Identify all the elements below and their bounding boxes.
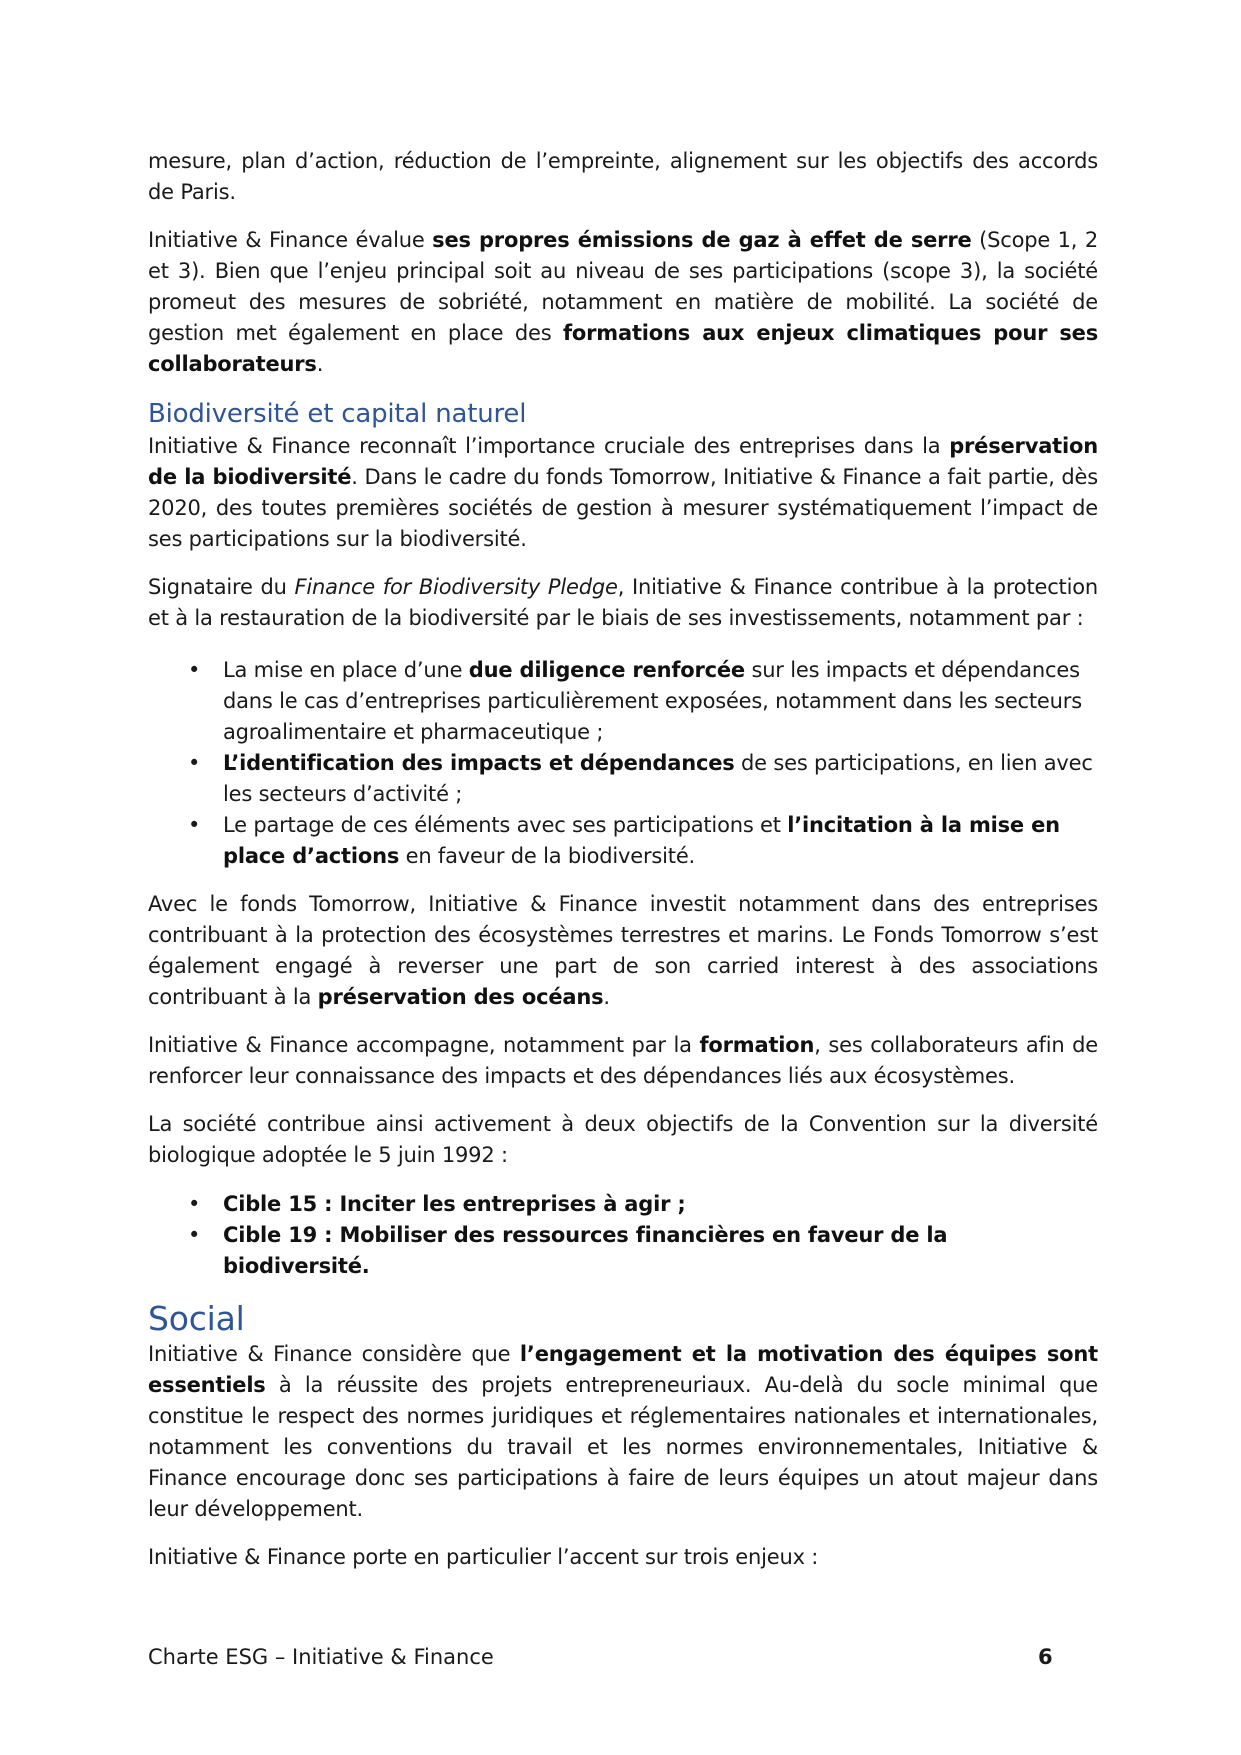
page-footer bbox=[148, 1645, 1053, 1669]
page-content bbox=[148, 146, 1098, 1590]
paragraph-ghg-emissions: Initiative & Finance évalue ses propres émissions de gaz à effet de serre (Scope 1, 2 et 3). Bien que l’enjeu principal soit au niveau de ses participations (scope 3), la société promeut des mesures de sobriété, notamment en matière de mobilité. La société de gestion met également en place des formations aux enjeux climatiques pour ses collaborateurs. bbox=[148, 228, 1099, 376]
paragraph-pledge: Signataire du Finance for Biodiversity Pledge, Initiative & Finance contribue à la protection et à la restauration de la biodiversité par le biais de ses investissements, notamment par : bbox=[148, 575, 1098, 630]
bold-text: l’incitation à la mise en place d’actions bbox=[223, 813, 1060, 868]
bold-text: L’identification des impacts et dépendances bbox=[223, 751, 735, 775]
list-item: • La mise en place d’une due diligence renforcée sur les impacts et dépendances dans le cas d’entreprises particulièrement exposées, notamment dans les secteurs agroalimentaire et pharmaceutique ; bbox=[223, 655, 1098, 748]
heading-social: Social bbox=[148, 1299, 245, 1338]
bold-text: préservation de la biodiversité bbox=[148, 434, 1098, 489]
bold-text: formation bbox=[699, 1033, 815, 1057]
bold-text: formations aux enjeux climatiques pour ses collaborateurs bbox=[148, 321, 1099, 376]
page-number: 6 bbox=[1038, 1645, 1053, 1669]
bold-text: due diligence renforcée bbox=[468, 658, 745, 682]
bold-text: l’engagement et la motivation des équipes sont essentiels bbox=[148, 1342, 1099, 1397]
paragraph-training: Initiative & Finance accompagne, notamment par la formation, ses collaborateurs afin de renforcer leur connaissance des impacts et des dépendances liés aux écosystèmes. bbox=[148, 1033, 1098, 1088]
paragraph-three-issues: Initiative & Finance porte en particulier l’accent sur trois enjeux : bbox=[148, 1545, 819, 1569]
bullet-list-targets bbox=[148, 1189, 1098, 1282]
bold-text: ses propres émissions de gaz à effet de serre bbox=[432, 228, 972, 252]
paragraph-social: Initiative & Finance considère que l’engagement et la motivation des équipes sont essentiels à la réussite des projets entrepreneuriaux. Au-delà du socle minimal que constitue le respect des normes juridiques et réglementaires nationales et internationales, notamment les conventions du travail et les normes environnementales, Initiative & Finance encourage donc ses participations à faire de leurs équipes un atout majeur dans leur développement. bbox=[148, 1342, 1099, 1521]
list-item: • L’identification des impacts et dépendances de ses participations, en lien avec les secteurs d’activité ; bbox=[223, 748, 1098, 810]
paragraph-tomorrow-fund: Avec le fonds Tomorrow, Initiative & Finance investit notamment dans des entreprises contribuant à la protection des écosystèmes terrestres et marins. Le Fonds Tomorrow s’est également engagé à reverser une part de son carried interest à des associations contribuant à la préservation des océans. bbox=[148, 892, 1098, 1009]
footer-title: Charte ESG – Initiative & Finance bbox=[148, 1645, 494, 1669]
list-item: • Le partage de ces éléments avec ses participations et l’incitation à la mise en place d’actions en faveur de la biodiversité. bbox=[223, 810, 1098, 872]
bold-text: Cible 19 : Mobiliser des ressources financières en faveur de la biodiversité. bbox=[223, 1223, 948, 1278]
paragraph-biodiversity-intro: Initiative & Finance reconnaît l’importance cruciale des entreprises dans la préservation de la biodiversité. Dans le cadre du fonds Tomorrow, Initiative & Finance a fait partie, dès 2020, des toutes premières sociétés de gestion à mesurer systématiquement l’impact de ses participations sur la biodiversité. bbox=[148, 434, 1098, 551]
list-item bbox=[223, 1220, 1098, 1282]
list-item bbox=[223, 1189, 1098, 1220]
bold-text: préservation des océans bbox=[317, 985, 604, 1009]
italic-text: Finance for Biodiversity Pledge bbox=[294, 575, 618, 599]
heading-biodiversity: Biodiversité et capital naturel bbox=[148, 399, 527, 429]
bold-text: Cible 15 : Inciter les entreprises à agir ; bbox=[223, 1192, 686, 1216]
paragraph-convention: La société contribue ainsi activement à deux objectifs de la Convention sur la diversité biologique adoptée le 5 juin 1992 : bbox=[148, 1112, 1098, 1167]
bullet-list-actions bbox=[148, 655, 1098, 872]
paragraph-paris: mesure, plan d’action, réduction de l’empreinte, alignement sur les objectifs des accords de Paris. bbox=[148, 149, 1098, 204]
